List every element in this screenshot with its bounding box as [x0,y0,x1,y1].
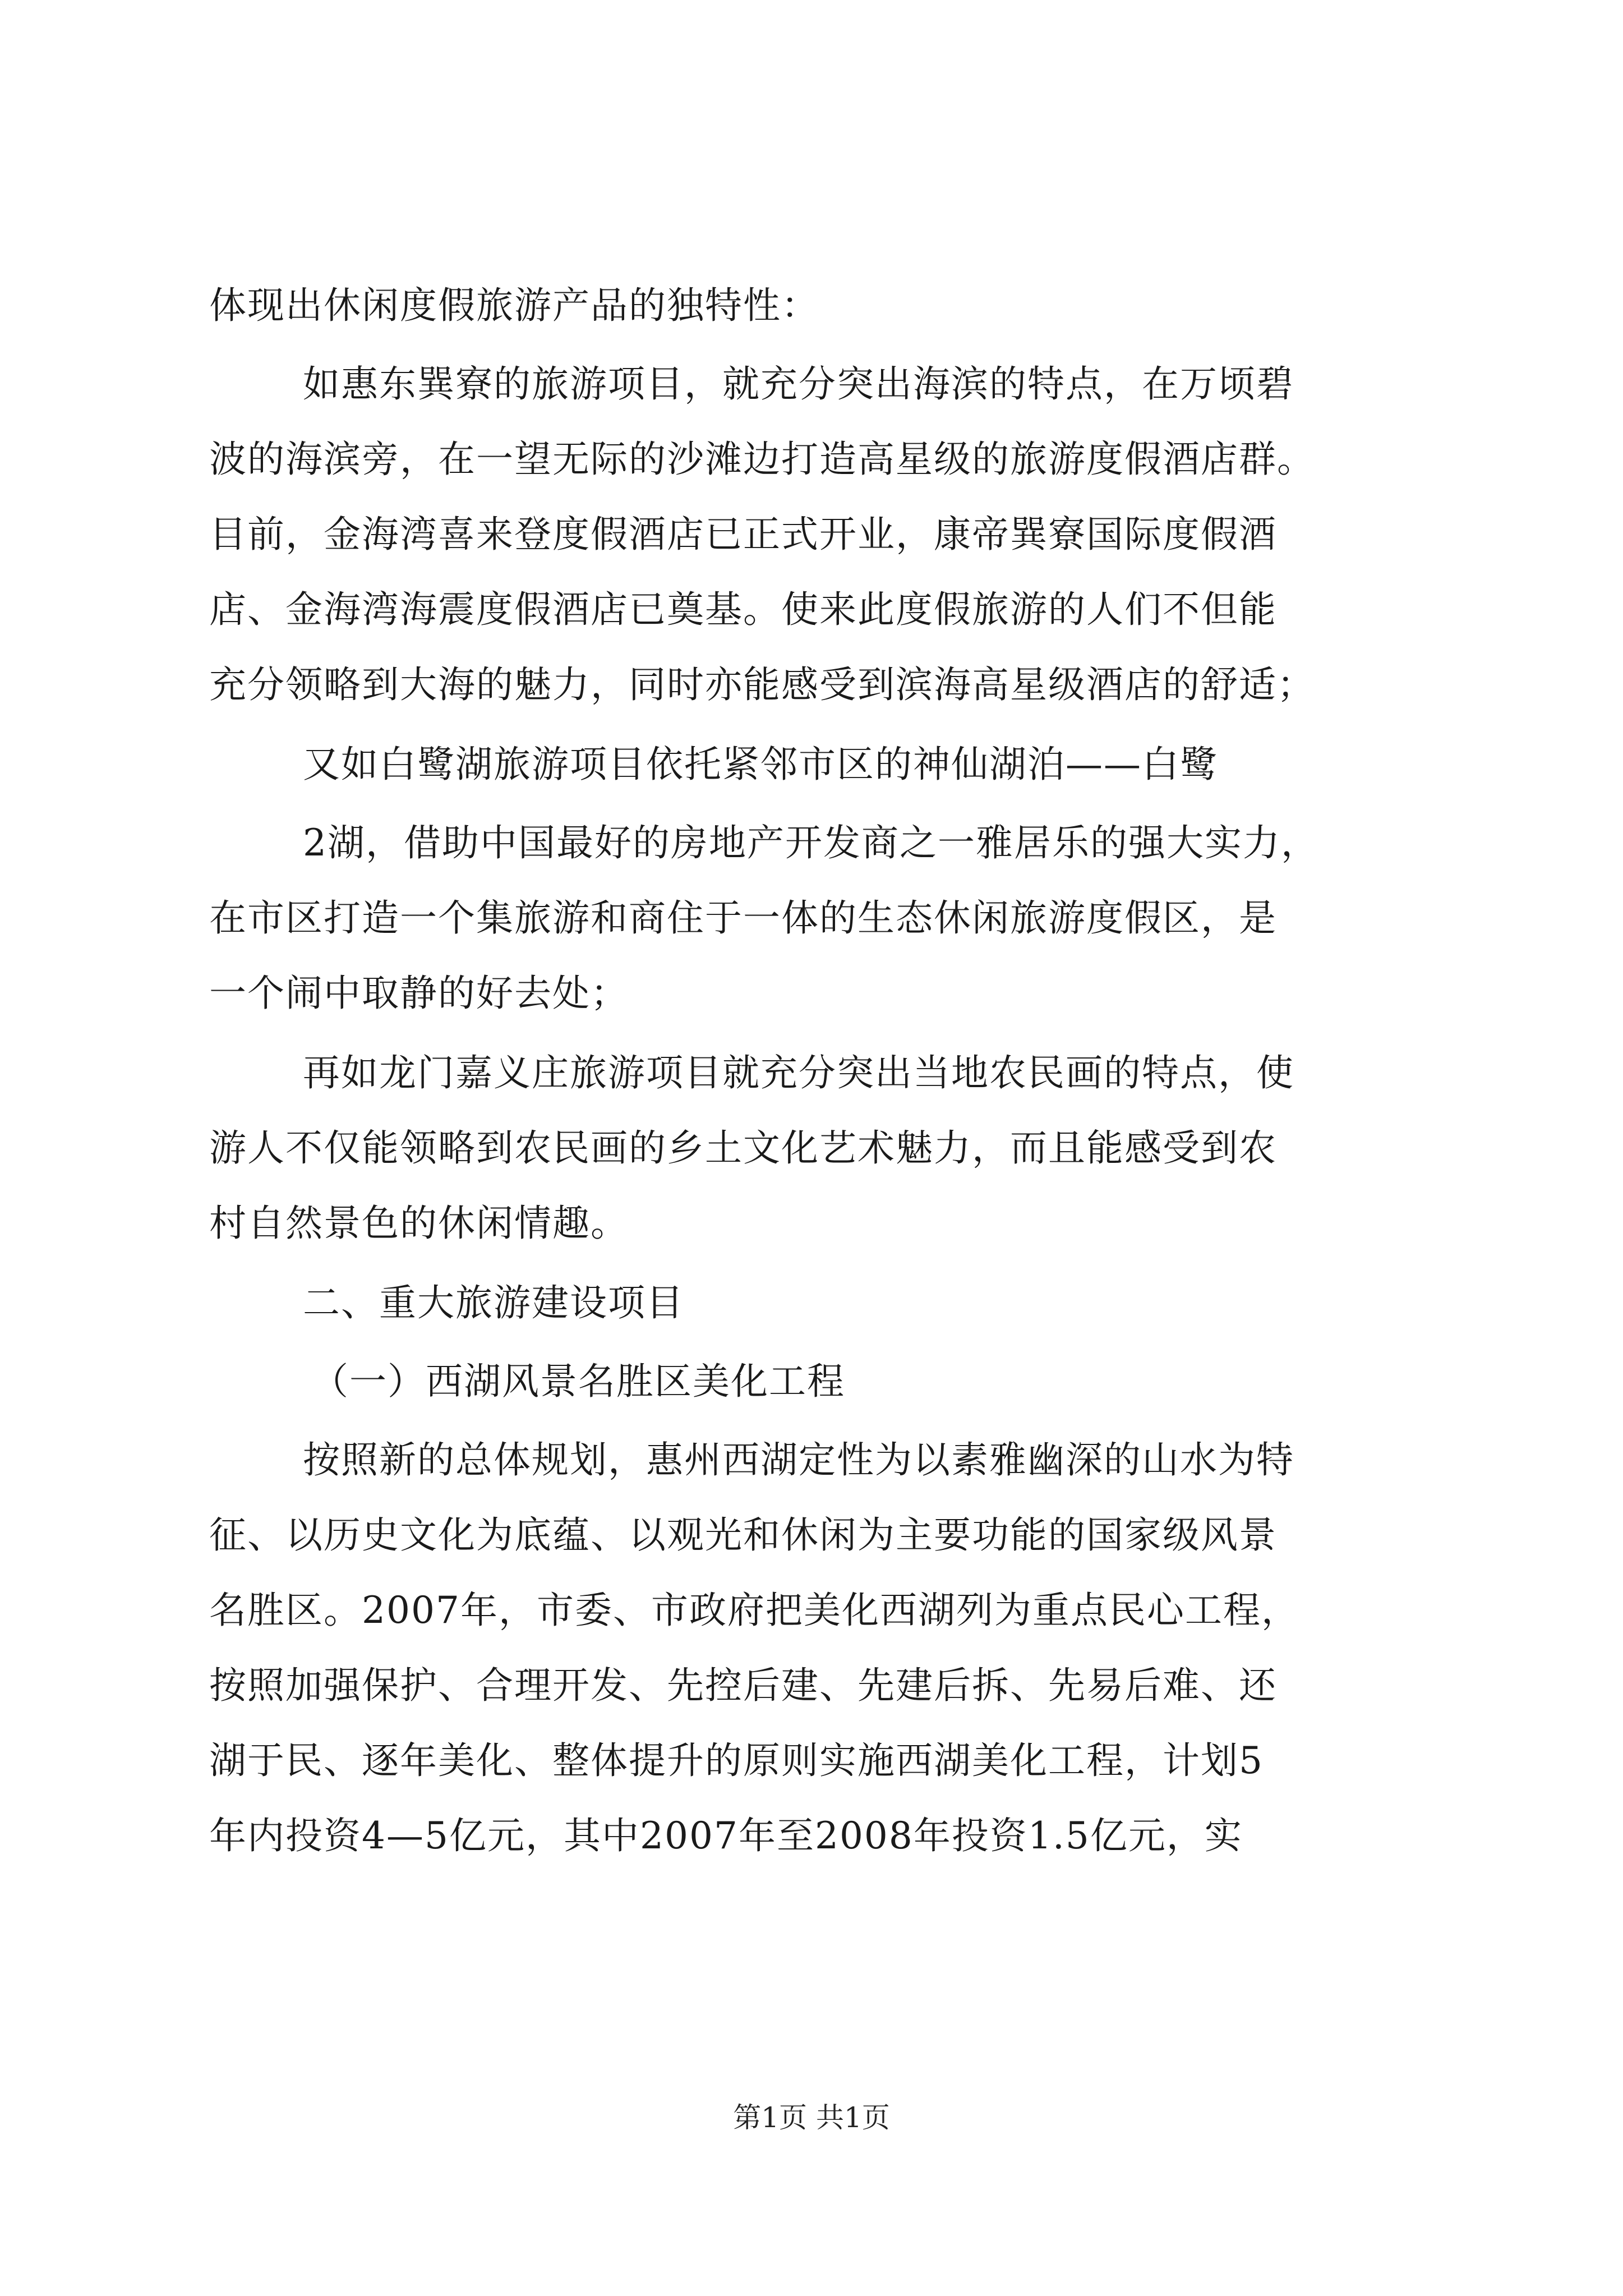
text-line: 目前，金海湾喜来登度假酒店已正式开业，康帝巽寮国际度假酒 [209,513,1277,556]
text-line: 体现出休闲度假旅游产品的独特性： [209,284,819,327]
text-line: 充分领略到大海的魅力，同时亦能感受到滨海高星级酒店的舒适； [209,663,1315,706]
page-number-footer: 第1页 共1页 [733,2101,890,2134]
text-line: 年内投资4—5亿元，其中2007年至2008年投资1.5亿元，实 [209,1814,1243,1857]
text-line: 又如白鹭湖旅游项目依托紧邻市区的神仙湖泊——白鹭 [303,743,1218,786]
text-line: 名胜区。2007年，市委、市政府把美化西湖列为重点民心工程， [209,1589,1299,1632]
text-line: 再如龙门嘉义庄旅游项目就充分突出当地农民画的特点，使 [303,1051,1294,1094]
text-line: 湖于民、逐年美化、整体提升的原则实施西湖美化工程，计划5 [209,1739,1264,1782]
text-line: 按照新的总体规划，惠州西湖定性为以素雅幽深的山水为特 [303,1438,1294,1481]
text-line: 村自然景色的休闲情趣。 [209,1202,629,1245]
text-line: 2湖，借助中国最好的房地产开发商之一雅居乐的强大实力， [303,821,1319,864]
text-line: 波的海滨旁，在一望无际的沙滩边打造高星级的旅游度假酒店群。 [209,438,1315,481]
text-line: 一个闹中取静的好去处； [209,972,629,1015]
text-line: 在市区打造一个集旅游和商住于一体的生态休闲旅游度假区，是 [209,896,1277,940]
text-line: 游人不仅能领略到农民画的乡土文化艺术魅力，而且能感受到农 [209,1126,1277,1170]
text-line: 按照加强保护、合理开发、先控后建、先建后拆、先易后难、还 [209,1664,1277,1707]
section-heading: 二、重大旅游建设项目 [303,1281,684,1324]
text-line: 如惠东巽寮的旅游项目，就充分突出海滨的特点，在万顷碧 [303,362,1294,406]
subsection-heading: （一）西湖风景名胜区美化工程 [311,1360,845,1403]
text-line: 店、金海湾海震度假酒店已奠基。使来此度假旅游的人们不但能 [209,588,1277,631]
text-line: 征、以历史文化为底蕴、以观光和休闲为主要功能的国家级风景 [209,1513,1277,1557]
